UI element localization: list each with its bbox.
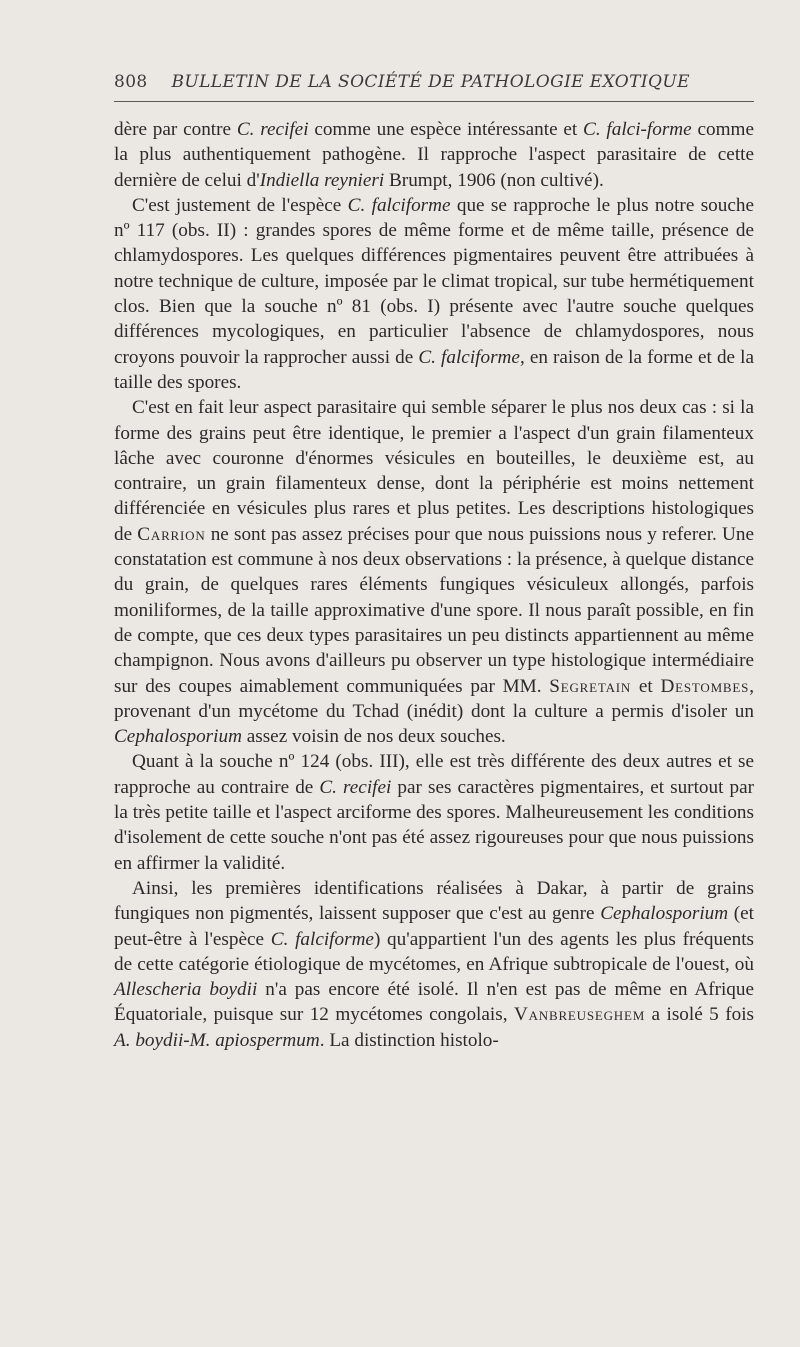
running-header — [114, 72, 754, 92]
paragraph-p3 — [114, 395, 754, 749]
italic-term: Cephalosporium — [114, 726, 242, 748]
text-run: ne sont pas assez précises pour que nous puissions nous y referer. Une constatation est commune à nos deux observations : la présence, à quelque distance du grain, de quelques rares éléments fungiques vésiculeux allongés, parfois moniliformes, de la taille approximative d'une spore. Il nous paraît possible, en fin de compte, que ces deux types parasitaires un peu distincts appartiennent au même champignon. Nous avons d'ailleurs pu observer un type histologique intermédiaire sur des coupes aimablement communiquées par MM. — [114, 523, 754, 697]
italic-term: C. falciforme — [418, 346, 520, 368]
text-run: comme une espèce intéressante et — [308, 119, 584, 140]
page-number: 808 — [114, 72, 148, 92]
paragraph-p2 — [114, 193, 754, 395]
text-run: Brumpt, 1906 (non cultivé). — [384, 169, 604, 191]
header-rule — [114, 101, 754, 102]
text-run: , en raison de la forme et de la taille des spores. — [114, 346, 754, 393]
text-run: (et peut-être à l'espèce — [114, 903, 754, 950]
author-name: Vanbreuseghem — [513, 1004, 646, 1026]
author-name: Carrion — [137, 523, 206, 545]
italic-term: C. falciforme — [270, 928, 374, 950]
text-run: par ses caractères pigmentaires, et surtout par la très petite taille et l'aspect arciforme des spores. Malheureusement les conditions d'isolement de cette souche n'ont pas été assez rigoureuses pour que nous puissions en affirmer la validité. — [114, 776, 754, 874]
author-name: Destombes — [660, 675, 750, 697]
text-run: . La distinction histolo- — [319, 1029, 499, 1051]
italic-term: A. boydii-M. apiospermum — [114, 1029, 320, 1051]
text-run: Ainsi, les premières identifications réalisées à Dakar, à partir de grains fungiques non pigmentés, laissent supposer que c'est au genre — [114, 877, 754, 925]
text-run: et — [631, 675, 661, 697]
text-run: , provenant d'un mycétome du Tchad (inédit) dont la culture a permis d'isoler un — [114, 675, 754, 722]
italic-term: Cephalosporium — [600, 903, 729, 925]
paragraph-p4 — [114, 749, 754, 875]
text-run: n'a pas encore été isolé. Il n'en est pas de même en Afrique Équatoriale, puisque sur 12 mycétomes congolais, — [114, 979, 755, 1026]
text-run: assez voisin de nos deux souches. — [241, 726, 506, 748]
author-name: Segretain — [549, 675, 632, 697]
body-text — [114, 117, 754, 1053]
italic-term: C. falciforme — [347, 194, 451, 216]
italic-term: C. recifei — [236, 119, 309, 140]
italic-term: Indiella reynieri — [259, 169, 385, 191]
paragraph-p5 — [114, 876, 754, 1053]
text-run: C'est en fait leur aspect parasitaire qui semble séparer le plus nos deux cas : si la forme des grains peut être identique, le premier a l'aspect d'un grain filamenteux lâche avec couronne d'énormes vésicules en bouteilles, le deuxième est, au contraire, un grain filamenteux dense, dont la périphérie est moins nettement différenciée en vésicules plus rares et plus petites. Les descriptions histologiques de — [114, 397, 754, 545]
text-run: dère par contre — [114, 119, 237, 140]
italic-term: Allescheria boydii — [114, 979, 258, 1001]
text-run: Quant à la souche nº 124 (obs. III), elle est très différente des deux autres et se rapproche au contraire de — [114, 751, 754, 798]
text-run: C'est justement de l'espèce — [132, 194, 348, 216]
text-run: a isolé 5 fois — [645, 1004, 754, 1026]
journal-title: BULLETIN DE LA SOCIÉTÉ DE PATHOLOGIE EXOTIQUE — [171, 72, 690, 92]
paragraph-p1 — [114, 117, 754, 193]
text-run: ) qu'appartient l'un des agents les plus fréquents de cette catégorie étiologique de mycétomes, en Afrique subtropicale de l'ouest, où — [114, 928, 754, 975]
text-run: comme la plus authentiquement pathogène. Il rapproche l'aspect parasitaire de cette dernière de celui d' — [114, 119, 754, 191]
italic-term: C. recifei — [319, 776, 392, 798]
italic-term: C. falci-forme — [583, 119, 692, 140]
text-run: que se rapproche le plus notre souche nº 117 (obs. II) : grandes spores de même forme et de même taille, présence de chlamydospores. Les quelques différences pigmentaires peuvent être attribuées à notre technique de culture, imposée par le climat tropical, sur tube hermétiquement clos. Bien que la souche nº 81 (obs. I) présente avec l'autre souche quelques différences mycologiques, en particulier l'absence de chlamydospores, nous croyons pouvoir la rapprocher aussi de — [114, 194, 754, 368]
